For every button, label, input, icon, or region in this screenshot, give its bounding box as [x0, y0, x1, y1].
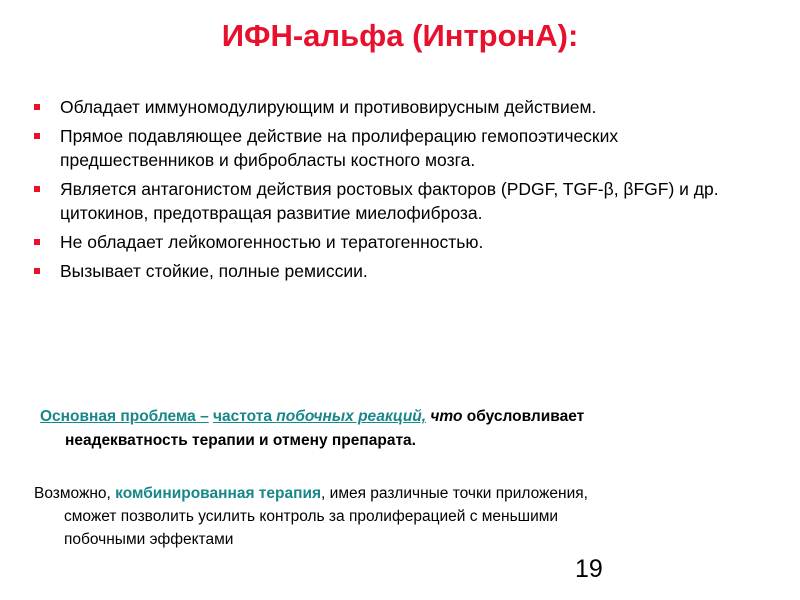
bullet-square-icon — [34, 133, 40, 139]
combined-therapy-statement — [34, 482, 774, 551]
bullet-text: Прямое подавляющее действие на пролиферацию гемопоэтических предшественников и фибробласты костного мозга. — [60, 126, 619, 170]
bullet-text: Обладает иммуномодулирующим и противовирусным действием. — [60, 97, 597, 117]
problem-line2: неадекватность терапии и отмену препарата. — [65, 432, 416, 449]
problem-dash: – — [200, 408, 209, 425]
page-number: 19 — [575, 555, 603, 583]
bullet-item — [34, 124, 734, 172]
bullet-text: Вызывает стойкие, полные ремиссии. — [60, 261, 368, 281]
bullet-item — [34, 259, 734, 283]
bullet-text: Не обладает лейкомогенностью и тератогенностью. — [60, 232, 484, 252]
bullet-item — [34, 177, 734, 225]
possible-prefix: Возможно, — [34, 485, 116, 502]
problem-side-effects: побочных реакций, — [276, 408, 427, 425]
bullet-text: Является антагонистом действия ростовых факторов (PDGF, TGF-β, βFGF) и др. цитокинов, предотвращая развитие миелофиброза. — [60, 179, 719, 223]
possible-rest: , имея различные точки приложения, — [321, 485, 588, 502]
main-problem-statement — [40, 405, 780, 453]
slide-title: ИФН-альфа (ИнтронА): — [221, 18, 579, 53]
possible-line2: сможет позволить усилить контроль за пролиферацией с меньшими — [64, 508, 559, 525]
bullet-list — [34, 95, 734, 288]
bullet-item — [34, 230, 734, 254]
problem-causes: обусловливает — [462, 408, 585, 425]
bullet-square-icon — [34, 239, 40, 245]
combined-therapy-highlight: комбинированная терапия — [115, 485, 322, 502]
bullet-item — [34, 95, 734, 119]
problem-frequency: частота — [213, 408, 277, 425]
problem-what: что — [426, 408, 463, 425]
problem-label: Основная проблема — [40, 408, 201, 425]
possible-line3: побочными эффектами — [64, 531, 234, 548]
bullet-square-icon — [34, 186, 40, 192]
bullet-square-icon — [34, 104, 40, 110]
bullet-square-icon — [34, 268, 40, 274]
